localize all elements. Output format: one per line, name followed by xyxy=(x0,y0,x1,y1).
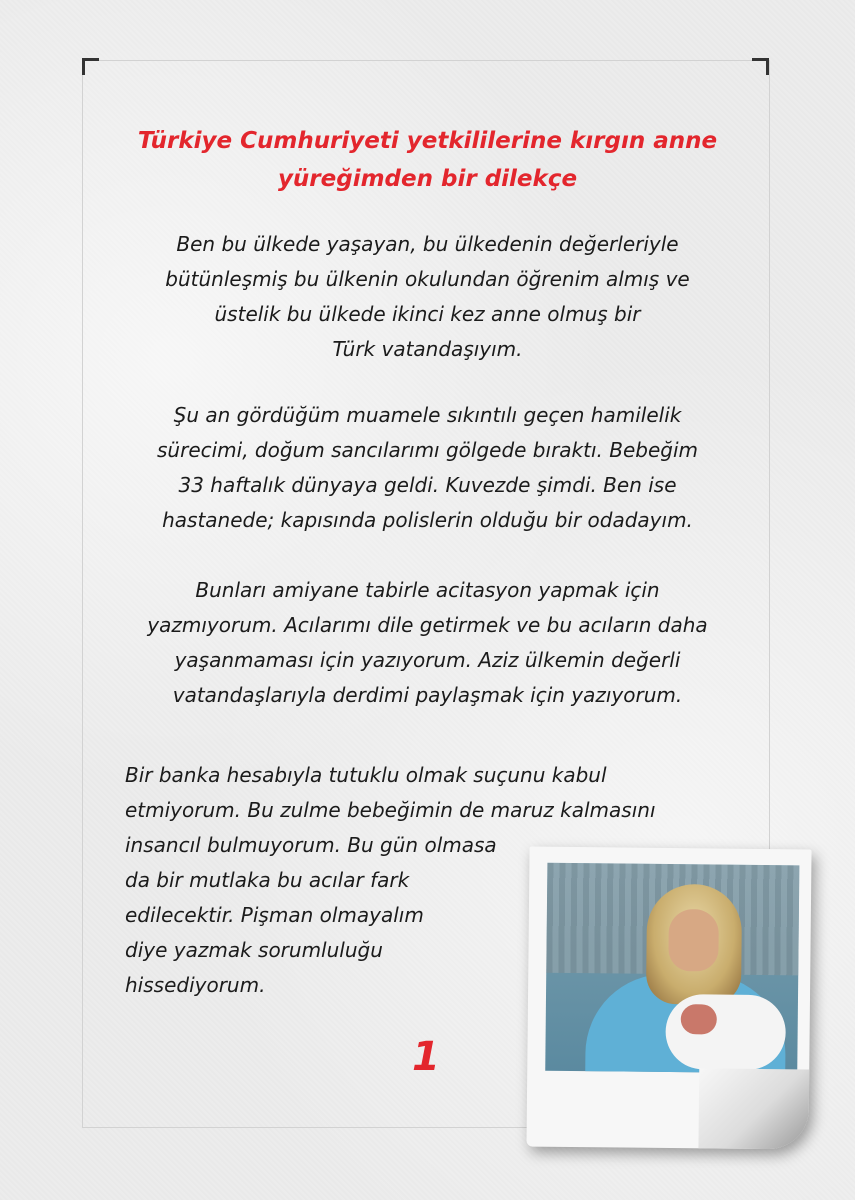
paragraph-line: bütünleşmiş bu ülkenin okulundan öğrenim almış ve xyxy=(165,267,690,291)
frame-corner-top-left xyxy=(82,58,99,75)
paragraph-line: edilecektir. Pişman olmayalım xyxy=(125,903,424,927)
polaroid-photo-card xyxy=(526,847,811,1150)
paragraph-line: hissediyorum. xyxy=(125,973,266,997)
paragraph-line: Ben bu ülkede yaşayan, bu ülkedenin değerleriyle xyxy=(176,232,679,256)
frame-corner-top-right xyxy=(752,58,769,75)
paragraph-line: hastanede; kapısında polislerin olduğu bir odadayım. xyxy=(162,508,693,532)
page-number: 1 xyxy=(412,1034,440,1080)
photo-baby-blanket xyxy=(665,994,786,1070)
paragraph-line: da bir mutlaka bu acılar fark xyxy=(125,868,410,892)
paragraph-line: etmiyorum. Bu zulme bebeğimin de maruz kalmasını xyxy=(125,798,656,822)
paragraph-line: sürecimi, doğum sancılarımı gölgede bıraktı. Bebeğim xyxy=(157,438,698,462)
paragraph-line: Şu an gördüğüm muamele sıkıntılı geçen hamilelik xyxy=(173,403,682,427)
photo-mother-face xyxy=(668,909,719,972)
paragraph-line: insancıl bulmuyorum. Bu gün olmasa xyxy=(125,833,497,857)
paragraph-line: yazmıyorum. Acılarımı dile getirmek ve bu acıların daha xyxy=(147,613,708,637)
mother-with-baby-photo xyxy=(545,863,799,1074)
title-line: Türkiye Cumhuriyeti yetkililerine kırgın anne xyxy=(137,128,718,154)
paragraph-line: yaşanmaması için yazıyorum. Aziz ülkemin değerli xyxy=(174,648,681,672)
photo-baby-face xyxy=(681,1004,717,1034)
paragraph-line: diye yazmak sorumluluğu xyxy=(125,938,383,962)
paragraph-line: 33 haftalık dünyaya geldi. Kuvezde şimdi. Ben ise xyxy=(178,473,677,497)
paragraph-2 xyxy=(100,398,755,538)
letter-title xyxy=(0,122,855,198)
paragraph-line: Bunları amiyane tabirle acitasyon yapmak için xyxy=(195,578,660,602)
paragraph-line: Türk vatandaşıyım. xyxy=(332,337,523,361)
paragraph-3 xyxy=(100,573,755,713)
paragraph-line: Bir banka hesabıyla tutuklu olmak suçunu kabul xyxy=(125,763,607,787)
paragraph-line: vatandaşlarıyla derdimi paylaşmak için yazıyorum. xyxy=(172,683,683,707)
paragraph-line: üstelik bu ülkede ikinci kez anne olmuş bir xyxy=(214,302,641,326)
paragraph-1 xyxy=(100,227,755,367)
title-line: yüreğimden bir dilekçe xyxy=(277,166,578,192)
